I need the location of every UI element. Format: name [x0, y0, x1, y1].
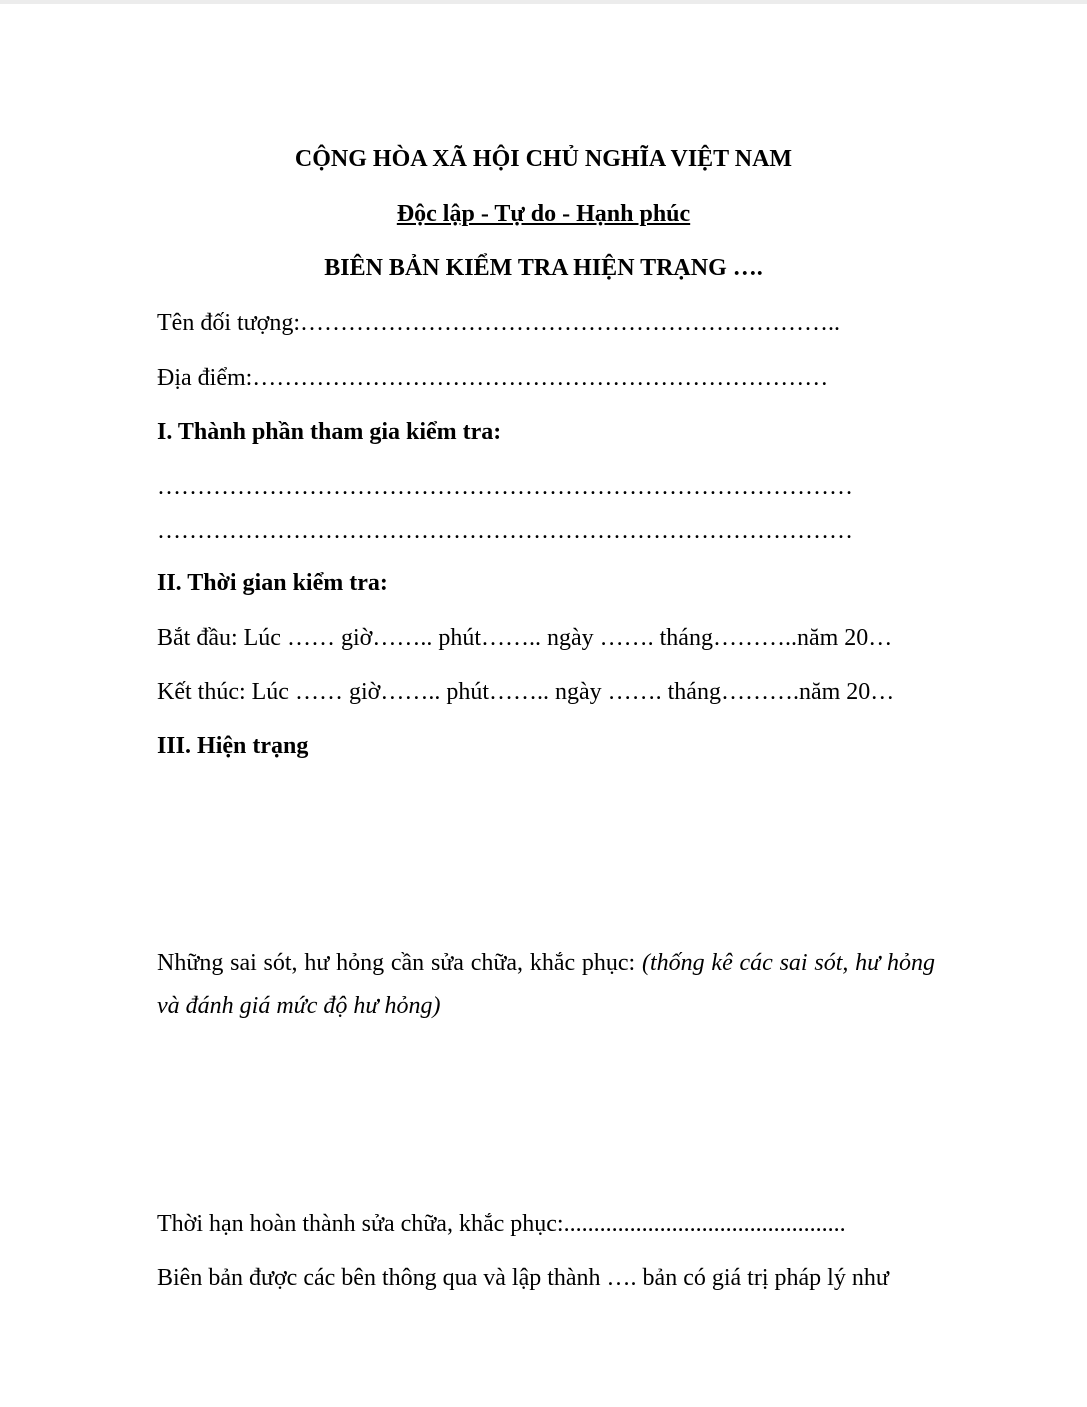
subject-name-field: Tên đối tượng:…………………………………………………………..	[157, 310, 841, 336]
start-time-line: Bắt đầu: Lúc …… giờ…….. phút…….. ngày ……. tháng………..năm 20…	[157, 625, 893, 651]
motto	[0, 199, 1087, 229]
country-heading: CỘNG HÒA XÃ HỘI CHỦ NGHĨA VIỆT NAM	[294, 146, 793, 172]
end-time-line: Kết thúc: Lúc …… giờ…….. phút…….. ngày ……. tháng……….năm 20…	[157, 679, 895, 705]
document-title: BIÊN BẢN KIỂM TRA HIỆN TRẠNG ….	[324, 255, 763, 281]
section-1-heading: I. Thành phần tham gia kiểm tra:	[157, 419, 502, 445]
deadline-field: Thời hạn hoàn thành sửa chữa, khắc phục:...............................................	[157, 1211, 846, 1237]
participants-line-1: ……………………………………………………………………………	[157, 474, 853, 500]
participants-line-2: ……………………………………………………………………………	[157, 518, 853, 544]
defects-note: (thống kê các sai sót, hư hỏng và đánh giá mức độ hư hỏng)	[157, 950, 935, 1019]
defects-paragraph	[157, 942, 935, 1028]
section-3-heading: III. Hiện trạng	[157, 733, 309, 759]
closing-statement: Biên bản được các bên thông qua và lập thành …. bản có giá trị pháp lý như	[157, 1265, 889, 1291]
defects-label: Những sai sót, hư hỏng cần sửa chữa, khắc phục:	[157, 950, 642, 976]
location-field: Địa điểm:………………………………………………………………	[157, 365, 829, 391]
section-2-heading: II. Thời gian kiểm tra:	[157, 570, 388, 596]
motto-text: Độc lập - Tự do - Hạnh phúc	[396, 201, 691, 227]
